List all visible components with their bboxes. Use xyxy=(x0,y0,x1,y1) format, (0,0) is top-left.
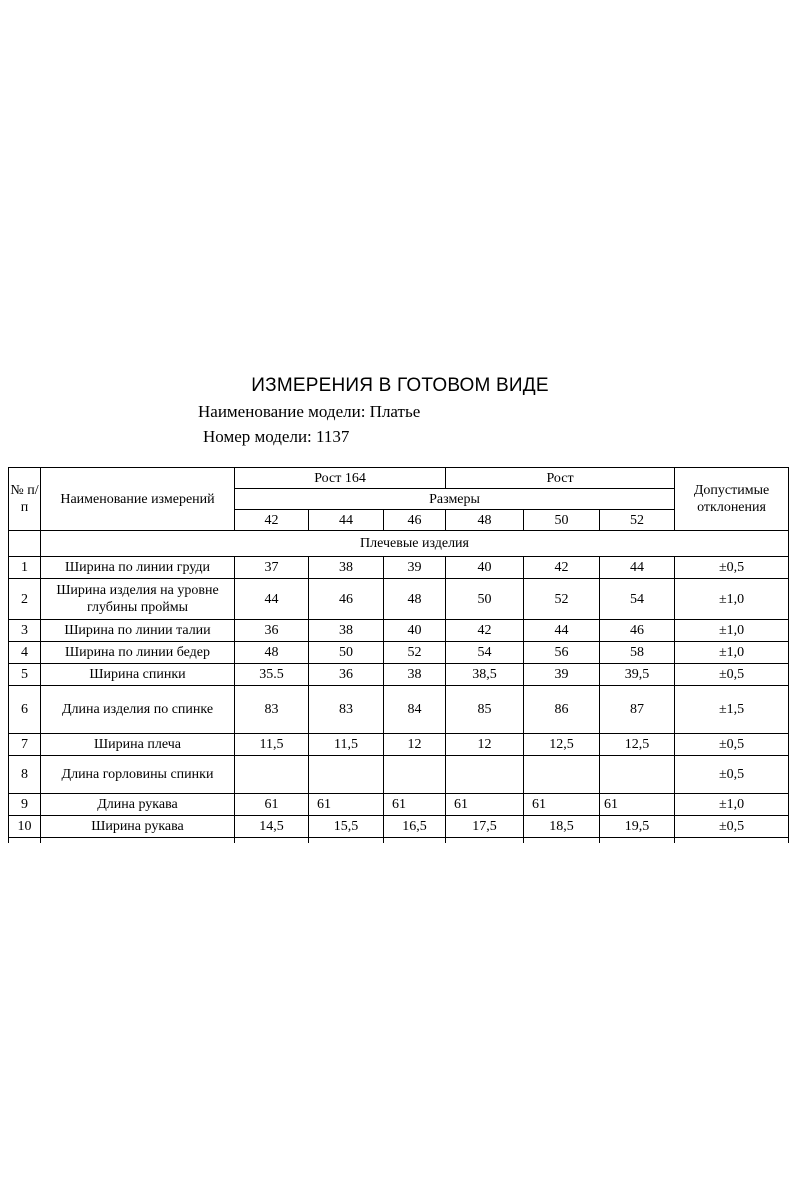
value-cell: 40 xyxy=(384,620,446,642)
value-cell: 54 xyxy=(600,579,675,620)
row-number: 2 xyxy=(9,579,41,620)
table-row xyxy=(9,756,789,794)
row-number: 8 xyxy=(9,756,41,794)
section-title: Плечевые изделия xyxy=(41,531,789,557)
value-cell: 61 xyxy=(600,794,675,816)
tolerance-cell: ±1,0 xyxy=(675,642,789,664)
measurement-name: Ширина по линии бедер xyxy=(41,642,235,664)
measurement-name: Длина горловины спинки xyxy=(41,756,235,794)
page-title: ИЗМЕРЕНИЯ В ГОТОВОМ ВИДЕ xyxy=(251,375,549,396)
value-cell: 36 xyxy=(309,664,384,686)
row-number: 6 xyxy=(9,686,41,734)
value-cell xyxy=(600,756,675,794)
value-cell: 44 xyxy=(524,620,600,642)
measurement-name: Длина изделия по спинке xyxy=(41,686,235,734)
value-cell: 12 xyxy=(384,734,446,756)
value-cell: 19,5 xyxy=(600,816,675,838)
col-index-header: № п/ п xyxy=(9,468,41,531)
tolerance-header: Допустимые отклонения xyxy=(675,468,789,531)
tolerance-cell: ±1,5 xyxy=(675,686,789,734)
value-cell: 50 xyxy=(309,642,384,664)
value-cell: 58 xyxy=(600,642,675,664)
value-cell xyxy=(384,756,446,794)
value-cell: 44 xyxy=(235,579,309,620)
value-cell: 87 xyxy=(600,686,675,734)
value-cell: 85 xyxy=(446,686,524,734)
size-header: 44 xyxy=(309,510,384,531)
value-cell: 11,5 xyxy=(309,734,384,756)
value-cell: 38 xyxy=(309,620,384,642)
value-cell: 61 xyxy=(446,794,524,816)
measurement-name: Длина рукава xyxy=(41,794,235,816)
size-header: 46 xyxy=(384,510,446,531)
value-cell: 16,5 xyxy=(384,816,446,838)
value-cell: 36 xyxy=(235,620,309,642)
value-cell: 39,5 xyxy=(600,664,675,686)
height-group-1: Рост 164 xyxy=(235,468,446,489)
measurement-name: Ширина по линии талии xyxy=(41,620,235,642)
value-cell xyxy=(524,756,600,794)
row-number: 4 xyxy=(9,642,41,664)
tolerance-cell: ±1,0 xyxy=(675,794,789,816)
value-cell: 17,5 xyxy=(446,816,524,838)
cut-cell xyxy=(524,838,600,844)
tolerance-cell: ±0,5 xyxy=(675,816,789,838)
value-cell: 61 xyxy=(524,794,600,816)
value-cell: 50 xyxy=(446,579,524,620)
value-cell: 61 xyxy=(384,794,446,816)
value-cell: 18,5 xyxy=(524,816,600,838)
value-cell xyxy=(446,756,524,794)
model-name: Наименование модели: Платье xyxy=(198,402,421,421)
table-row xyxy=(9,686,789,734)
table-row xyxy=(9,620,789,642)
value-cell: 46 xyxy=(600,620,675,642)
measurements-table xyxy=(8,467,789,843)
value-cell: 38 xyxy=(309,557,384,579)
tolerance-cell: ±0,5 xyxy=(675,734,789,756)
value-cell: 83 xyxy=(309,686,384,734)
tolerance-cell: ±1,0 xyxy=(675,620,789,642)
row-number: 3 xyxy=(9,620,41,642)
tolerance-cell: ±0,5 xyxy=(675,664,789,686)
value-cell: 56 xyxy=(524,642,600,664)
value-cell: 54 xyxy=(446,642,524,664)
value-cell: 15,5 xyxy=(309,816,384,838)
section-spacer xyxy=(9,531,41,557)
cut-cell xyxy=(9,838,41,844)
measurement-name: Ширина плеча xyxy=(41,734,235,756)
value-cell: 83 xyxy=(235,686,309,734)
value-cell: 52 xyxy=(384,642,446,664)
row-number: 1 xyxy=(9,557,41,579)
tolerance-cell: ±0,5 xyxy=(675,756,789,794)
value-cell: 40 xyxy=(446,557,524,579)
table-row xyxy=(9,557,789,579)
value-cell: 44 xyxy=(600,557,675,579)
value-cell: 84 xyxy=(384,686,446,734)
value-cell: 39 xyxy=(384,557,446,579)
value-cell: 39 xyxy=(524,664,600,686)
table-row xyxy=(9,579,789,620)
table-row xyxy=(9,664,789,686)
value-cell xyxy=(309,756,384,794)
table-row-cut xyxy=(9,838,789,844)
size-header: 50 xyxy=(524,510,600,531)
value-cell: 46 xyxy=(309,579,384,620)
value-cell: 12 xyxy=(446,734,524,756)
cut-cell xyxy=(446,838,524,844)
measurement-name: Ширина изделия на уровне глубины проймы xyxy=(41,579,235,620)
size-header: 52 xyxy=(600,510,675,531)
cut-cell xyxy=(309,838,384,844)
measurement-name: Ширина по линии груди xyxy=(41,557,235,579)
cut-cell xyxy=(41,838,235,844)
value-cell: 14,5 xyxy=(235,816,309,838)
table-row xyxy=(9,816,789,838)
measurement-name: Ширина спинки xyxy=(41,664,235,686)
table-row xyxy=(9,794,789,816)
value-cell xyxy=(235,756,309,794)
cut-cell xyxy=(600,838,675,844)
value-cell: 42 xyxy=(446,620,524,642)
cut-cell xyxy=(384,838,446,844)
value-cell: 48 xyxy=(384,579,446,620)
value-cell: 37 xyxy=(235,557,309,579)
tolerance-cell: ±0,5 xyxy=(675,557,789,579)
row-number: 5 xyxy=(9,664,41,686)
value-cell: 61 xyxy=(309,794,384,816)
value-cell: 52 xyxy=(524,579,600,620)
size-header: 48 xyxy=(446,510,524,531)
value-cell: 11,5 xyxy=(235,734,309,756)
table-row xyxy=(9,734,789,756)
value-cell: 12,5 xyxy=(524,734,600,756)
col-name-header: Наименование измерений xyxy=(41,468,235,531)
sizes-header: Размеры xyxy=(235,489,675,510)
table-row xyxy=(9,642,789,664)
value-cell: 38,5 xyxy=(446,664,524,686)
row-number: 10 xyxy=(9,816,41,838)
cut-cell xyxy=(235,838,309,844)
size-header: 42 xyxy=(235,510,309,531)
value-cell: 61 xyxy=(235,794,309,816)
measurement-name: Ширина рукава xyxy=(41,816,235,838)
value-cell: 86 xyxy=(524,686,600,734)
row-number: 7 xyxy=(9,734,41,756)
tolerance-cell: ±1,0 xyxy=(675,579,789,620)
cut-cell xyxy=(675,838,789,844)
value-cell: 42 xyxy=(524,557,600,579)
value-cell: 48 xyxy=(235,642,309,664)
value-cell: 38 xyxy=(384,664,446,686)
height-group-2: Рост xyxy=(446,468,675,489)
row-number: 9 xyxy=(9,794,41,816)
value-cell: 35.5 xyxy=(235,664,309,686)
value-cell: 12,5 xyxy=(600,734,675,756)
model-number: Номер модели: 1137 xyxy=(203,427,350,446)
